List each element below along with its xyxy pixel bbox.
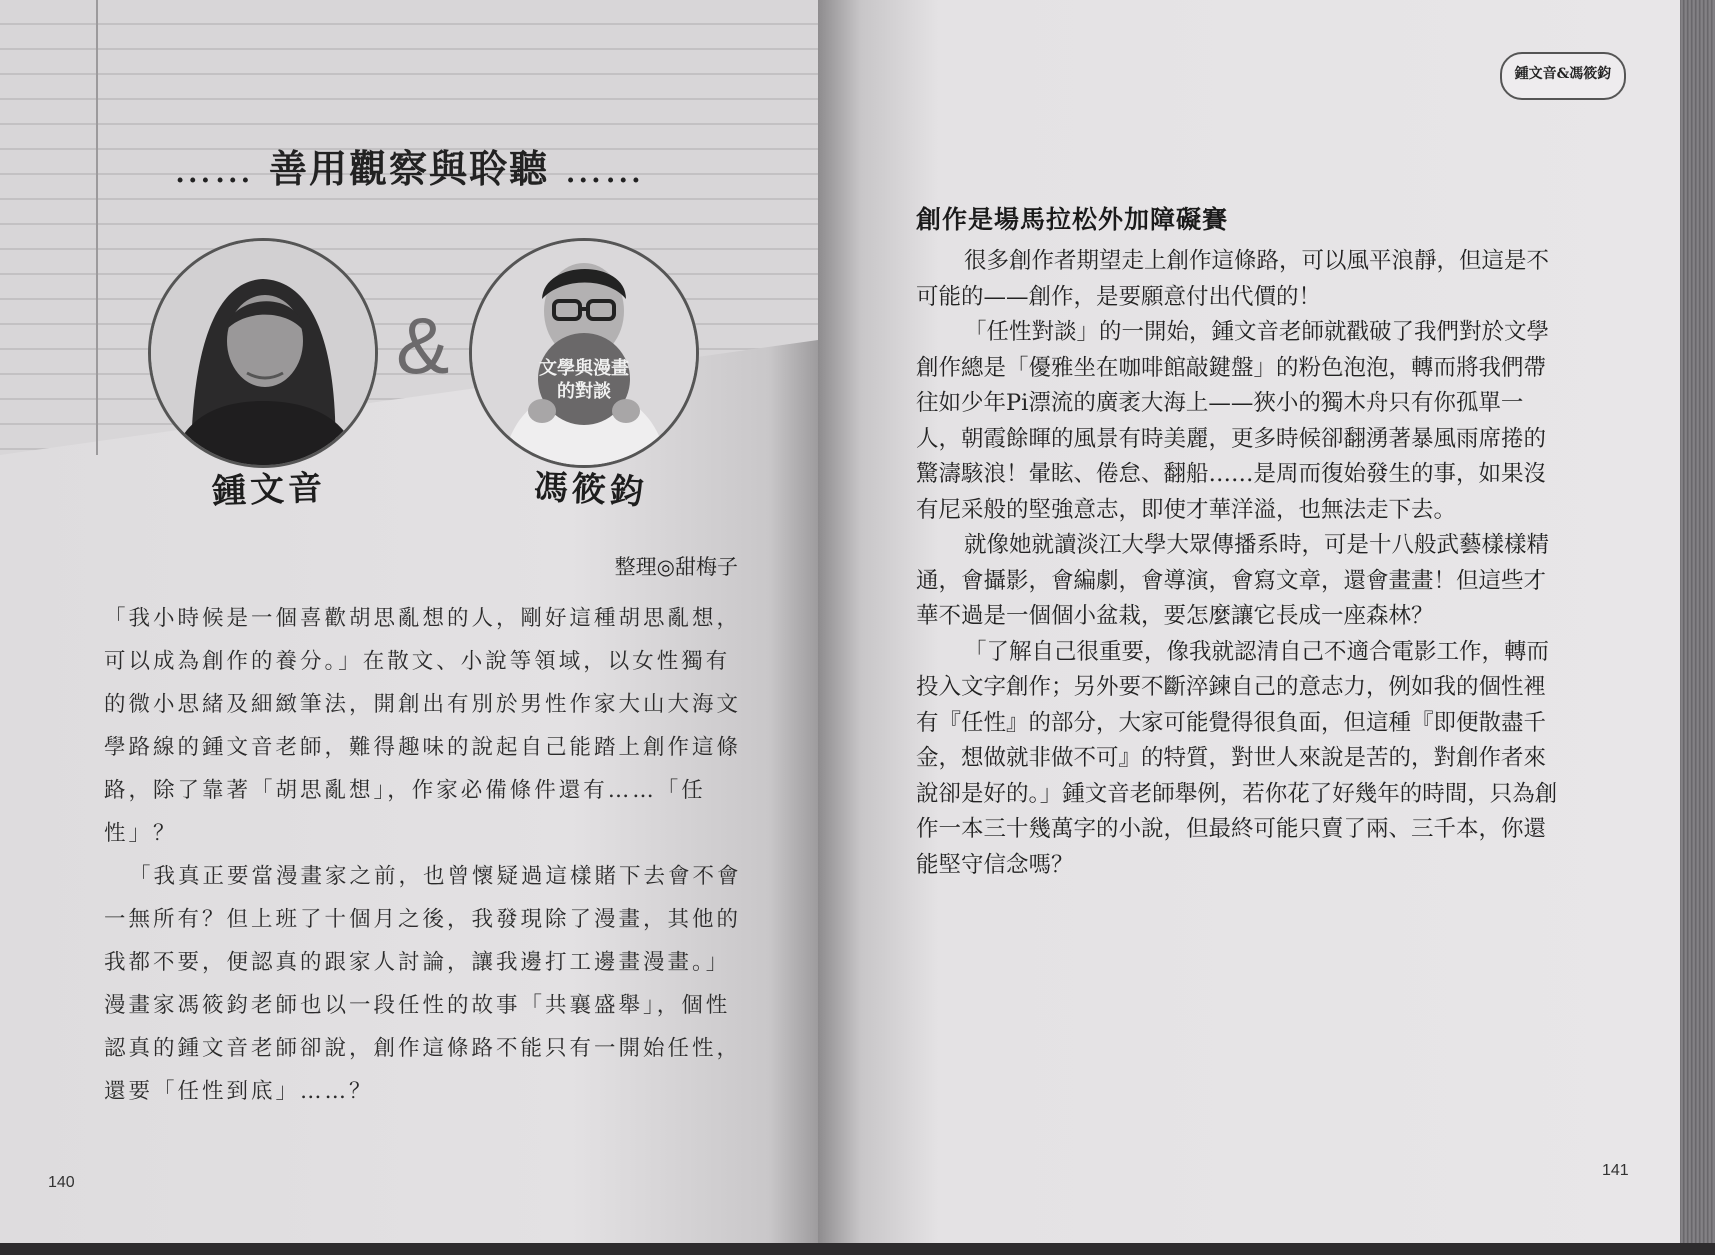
notebook-margin-line [96,0,98,455]
section-title-text: 善用觀察與聆聽 [268,146,549,191]
book-page-edges [1680,0,1715,1255]
page-number-right: 141 [1602,1162,1629,1179]
held-card-line-1: 文學與漫畫 [539,358,629,379]
page-number-left: 140 [48,1174,75,1191]
left-body-text [104,597,746,1113]
author-name-2: 馮筱鈞 [532,467,649,513]
bottom-shadow [0,1243,1715,1255]
title-dots-right: …… [564,147,645,191]
girl-with-glasses-photo [472,241,696,465]
woman-long-hair-photo [151,241,375,465]
left-page [0,0,818,1255]
article-title: 創作是場馬拉松外加障礙賽 [916,205,1229,234]
right-paragraph-2: 「任性對談」的一開始，鍾文音老師就戳破了我們對於文學創作總是「優雅坐在咖啡館敲鍵盤」的粉色泡泡，轉而將我們帶往如少年Pi漂流的廣袤大海上——狹小的獨木舟只有你孤單一人，朝霞餘暉的風景有時美麗，更多時候卻翻湧著暴風雨席捲的驚濤駭浪！暈眩、倦怠、翻船……是周而復始發生的事，如果沒有尼采般的堅強意志，即使才華洋溢，也無法走下去。 [916,319,1550,523]
left-paragraph-2: 「我真正要當漫畫家之前，也曾懷疑過這樣賭下去會不會一無所有？但上班了十個月之後，我發現除了漫畫，其他的我都不要，便認真的跟家人討論，讓我邊打工邊畫漫畫。」漫畫家馮筱鈞老師也以一段任性的故事「共襄盛舉」，個性認真的鍾文音老師卻說，創作這條路不能只有一開始任性，還要「任性到底」……？ [104,864,742,1104]
held-card-line-2: 的對談 [557,381,611,402]
author-portrait-2 [469,238,699,468]
section-title [0,138,818,193]
author-portrait-1 [148,238,378,468]
right-paragraph-4: 「了解自己很重要，像我就認清自己不適合電影工作，轉而投入文字創作；另外要不斷淬鍊自己的意志力，例如我的個性裡有『任性』的部分，大家可能覺得很負面，但這種『即便散盡千金，想做就非做不可』的特質，對世人來說是苦的，對創作者來說卻是好的。」鍾文音老師舉例，若你花了好幾年的時間，只為創作一本三十幾萬字的小說，但最終可能只賣了兩、三千本，你還能堅守信念嗎？ [916,638,1558,878]
right-body-text [916,244,1566,883]
title-dots-left: …… [173,147,254,191]
author-header-tag: 鍾文音&馮筱鈞 [1500,52,1626,100]
left-paragraph-1: 「我小時候是一個喜歡胡思亂想的人，剛好這種胡思亂想，可以成為創作的養分。」在散文、小說等領域，以女性獨有的微小思緒及細緻筆法，開創出有別於男性作家大山大海文學路線的鍾文音老師，難得趣味的說起自己能踏上創作這條路，除了靠著「胡思亂想」，作家必備條件還有……「任性」？ [104,606,742,846]
right-paragraph-3: 就像她就讀淡江大學大眾傳播系時，可是十八般武藝樣樣精通，會攝影，會編劇，會導演，會寫文章，還會畫畫！但這些才華不過是一個個小盆栽，要怎麼讓它長成一座森林？ [916,532,1550,629]
ampersand: & [396,301,450,390]
right-paragraph-1: 很多創作者期望走上創作這條路，可以風平浪靜，但這是不可能的——創作，是要願意付出代價的！ [916,248,1550,310]
author-name-1: 鍾文音 [211,468,327,512]
credit-line: 整理◎甜梅子 [614,555,738,579]
